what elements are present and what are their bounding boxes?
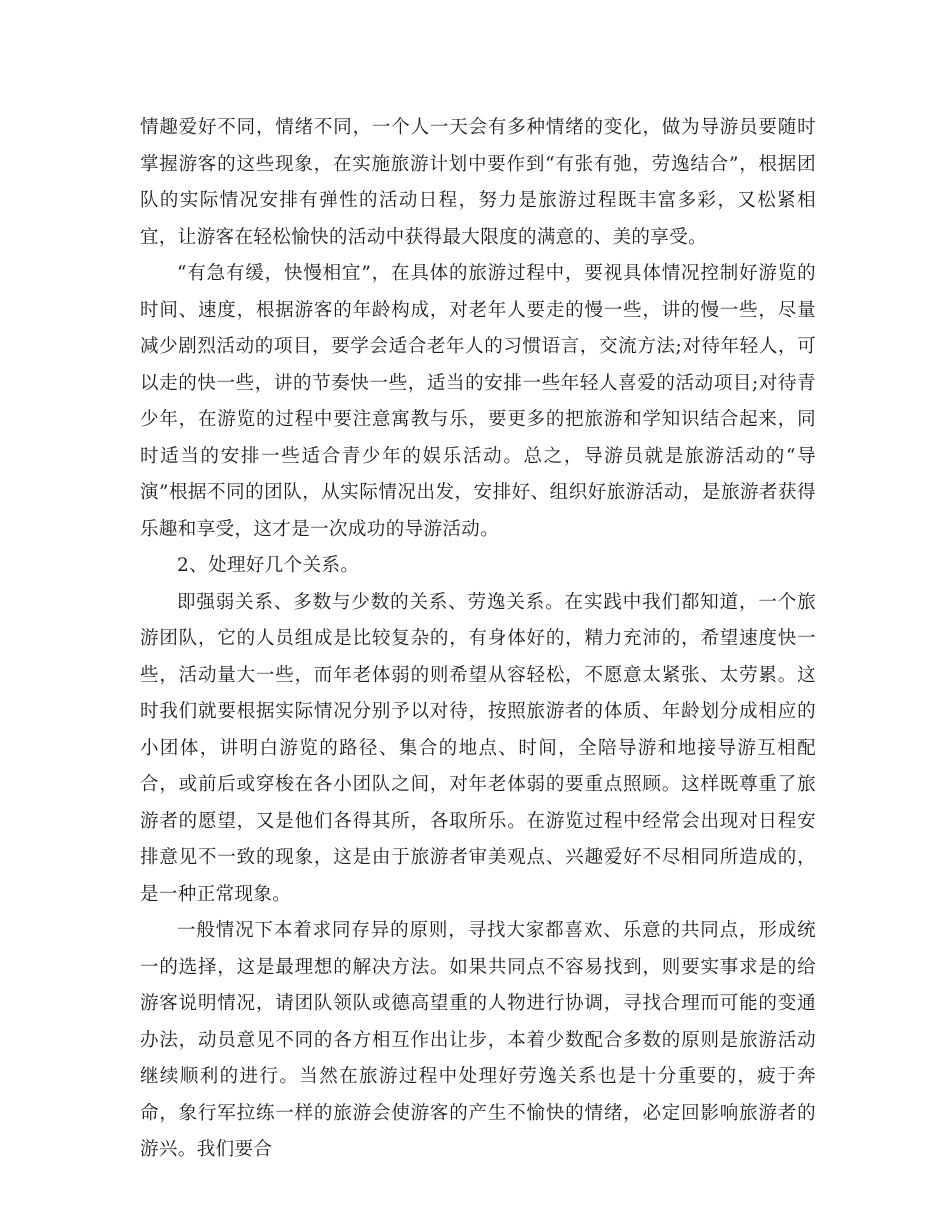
paragraph-consensus: 一般情况下本着求同存异的原则，寻找大家都喜欢、乐意的共同点，形成统一的选择，这是最理想的解决方法。如果共同点不容易找到，则要实事求是的给游客说明情况，请团队领队或德高望重的人物进行协调，寻找合理而可能的变通办法，动员意见不同的各方相互作出让步，本着少数配合多数的原则是旅游活动继续顺利的进行。当然在旅游过程中处理好劳逸关系也是十分重要的，疲于奔命，象行军拉练一样的旅游会使游客的产生不愉快的情绪，必定回影响旅游者的游兴。我们要合: [140, 920, 816, 1160]
paragraph-relations: 即强弱关系、多数与少数的关系、劳逸关系。在实践中我们都知道，一个旅游团队，它的人员组成是比较复杂的，有身体好的，精力充沛的，希望速度快一些，活动量大一些，而年老体弱的则希望从容轻松，不愿意太紧张、太劳累。这时我们就要根据实际情况分别予以对待，按照旅游者的体质、年龄划分成相应的小团体，讲明白游览的路径、集合的地点、时间，全陪导游和地接导游互相配合，或前后或穿梭在各小团队之间，对年老体弱的要重点照顾。这样既尊重了旅游者的愿望，又是他们各得其所，各取所乐。在游览过程中经常会出现对日程安排意见不一致的现象，这是由于旅游者审美观点、兴趣爱好不尽相同所造成的，是一种正常现象。: [140, 591, 816, 905]
document-body: [140, 110, 816, 1169]
paragraph-pace: “有急有缓，快慢相宜”，在具体的旅游过程中，要视具体情况控制好游览的时间、速度，根据游客的年龄构成，对老年人要走的慢一些，讲的慢一些，尽量减少剧烈活动的项目，要学会适合老年人的习惯语言，交流方法;对待年轻人，可以走的快一些，讲的节奏快一些，适当的安排一些年轻人喜爱的活动项目;对待青少年，在游览的过程中要注意寓教与乐，要更多的把旅游和学知识结合起来，同时适当的安排一些适合青少年的娱乐活动。总之，导游员就是旅游活动的“导演”根据不同的团队，从实际情况出发，安排好、组织好旅游活动，是旅游者获得乐趣和享受，这才是一次成功的导游活动。: [140, 263, 816, 540]
paragraph-continuation: 情趣爱好不同，情绪不同，一个人一天会有多种情绪的变化，做为导游员要随时掌握游客的这些现象，在实施旅游计划中要作到“有张有弛，劳逸结合”，根据团队的实际情况安排有弹性的活动日程，努力是旅游过程既丰富多彩，又松紧相宜，让游客在轻松愉快的活动中获得最大限度的满意的、美的享受。: [140, 117, 816, 248]
section-heading: 2、处理好几个关系。: [177, 555, 360, 576]
